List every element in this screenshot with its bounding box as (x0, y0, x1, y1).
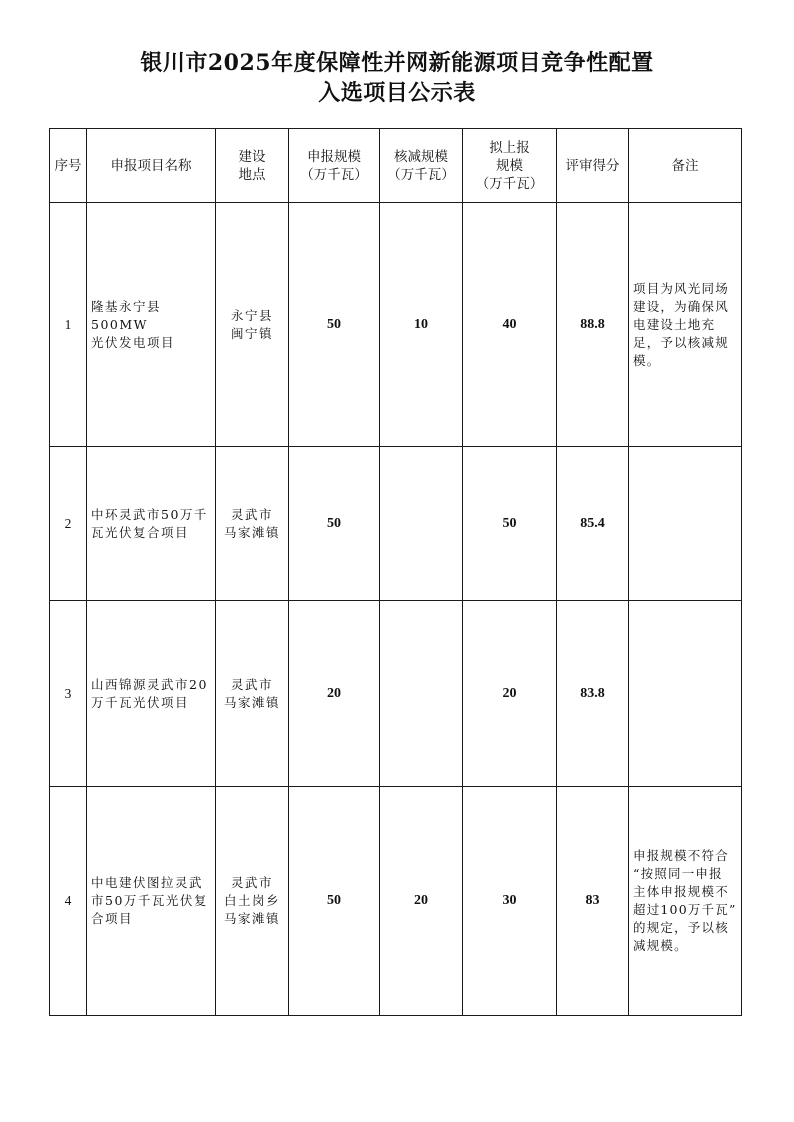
cell-declared-scale: 50 (289, 203, 380, 447)
cell-score: 83 (557, 787, 629, 1016)
cell-score: 83.8 (557, 601, 629, 787)
header-location: 建设 地点 (216, 129, 289, 203)
header-index: 序号 (50, 129, 87, 203)
cell-declared-scale: 20 (289, 601, 380, 787)
header-remarks: 备注 (629, 129, 742, 203)
table-row (50, 601, 742, 787)
cell-reduced-scale (380, 447, 463, 601)
cell-declared-scale: 50 (289, 787, 380, 1016)
table-row (50, 203, 742, 447)
cell-index: 1 (50, 203, 87, 447)
cell-project-name: 隆基永宁县500MW 光伏发电项目 (87, 203, 216, 447)
cell-remarks: 项目为风光同场 建设，为确保风 电建设土地充 足，予以核减规 模。 (629, 203, 742, 447)
cell-location: 永宁县 闽宁镇 (216, 203, 289, 447)
document-subtitle: 入选项目公示表 (318, 80, 476, 106)
cell-location: 灵武市 马家滩镇 (216, 601, 289, 787)
cell-proposed-scale: 50 (463, 447, 557, 601)
cell-score: 85.4 (557, 447, 629, 601)
selected-projects-table (49, 128, 742, 1016)
header-reduced-scale: 核减规模 （万千瓦） (380, 129, 463, 203)
cell-index: 4 (50, 787, 87, 1016)
cell-project-name: 中环灵武市50万千 瓦光伏复合项目 (87, 447, 216, 601)
cell-project-name: 山西锦源灵武市20 万千瓦光伏项目 (87, 601, 216, 787)
cell-reduced-scale (380, 601, 463, 787)
document-title: 银川市2025年度保障性并网新能源项目竞争性配置 (140, 50, 654, 76)
cell-remarks: 申报规模不符合 “按照同一申报 主体申报规模不 超过100万千瓦” 的规定，予以核 减规模。 (629, 787, 742, 1016)
cell-proposed-scale: 20 (463, 601, 557, 787)
cell-reduced-scale: 20 (380, 787, 463, 1016)
header-declared-scale: 申报规模 （万千瓦） (289, 129, 380, 203)
cell-proposed-scale: 40 (463, 203, 557, 447)
cell-declared-scale: 50 (289, 447, 380, 601)
table-row (50, 787, 742, 1016)
cell-remarks (629, 601, 742, 787)
table-row (50, 447, 742, 601)
header-score: 评审得分 (557, 129, 629, 203)
cell-location: 灵武市 白土岗乡 马家滩镇 (216, 787, 289, 1016)
cell-remarks (629, 447, 742, 601)
cell-index: 2 (50, 447, 87, 601)
cell-location: 灵武市 马家滩镇 (216, 447, 289, 601)
cell-score: 88.8 (557, 203, 629, 447)
cell-project-name: 中电建伏图拉灵武 市50万千瓦光伏复 合项目 (87, 787, 216, 1016)
table-header-row (50, 129, 742, 203)
header-project-name: 申报项目名称 (87, 129, 216, 203)
cell-proposed-scale: 30 (463, 787, 557, 1016)
cell-index: 3 (50, 601, 87, 787)
cell-reduced-scale: 10 (380, 203, 463, 447)
header-proposed-scale: 拟上报 规模 （万千瓦） (463, 129, 557, 203)
